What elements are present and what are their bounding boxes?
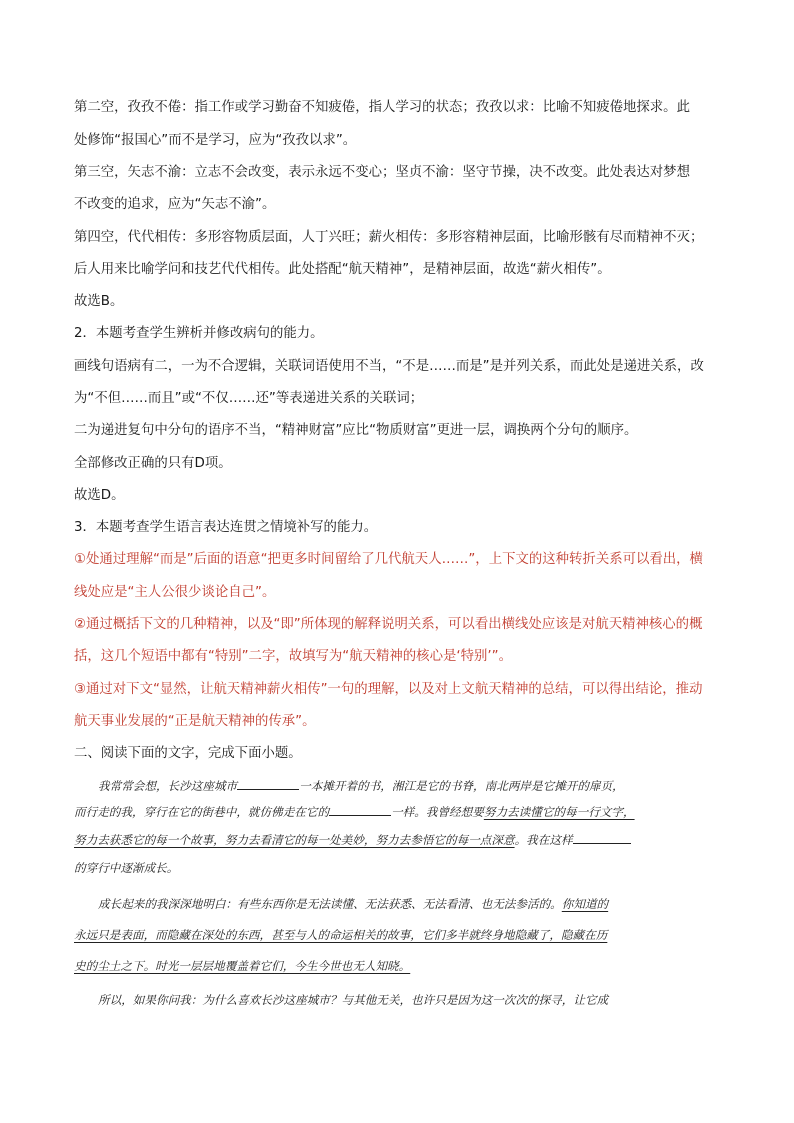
underlined-text: 史的尘土之下。时光一层层地覆盖着它们，今生今世也无人知晓。 <box>74 959 411 973</box>
passage-line: 的穿行中逐渐成长。 <box>74 861 179 875</box>
passage-text: 而行走的我，穿行在它的街巷中，就仿佛走在它的 <box>74 805 330 819</box>
fill-blank <box>573 830 631 844</box>
passage-text: 一本摊开着的书，湘江是它的书脊，南北两岸是它摊开的扉页， <box>299 779 624 793</box>
passage-line <box>74 830 734 850</box>
text-line: 不改变的追求，应为“矢志不渝”。 <box>74 197 276 212</box>
text-line: 二为递进复句中分句的语序不当，“精神财富”应比“物质财富”更进一层，调换两个分句的顺序。 <box>74 423 638 438</box>
text-line: 第四空，代代相传：多形容物质层面，人丁兴旺；薪火相传：多形容精神层面，比喻形骸有尽而精神不灭； <box>74 230 704 245</box>
underlined-text: 努力去获悉它的每一个故事，努力去看清它的每一处美妙，努力去参悟它的每一点深意 <box>74 833 515 847</box>
text-line: 第三空，矢志不渝：立志不会改变，表示永远不变心；坚贞不渝：坚守节操，决不改变。此处表达对梦想 <box>74 165 690 180</box>
passage-text: 一样。我曾经想要 <box>391 805 484 819</box>
text-line: 处修饰“报国心”而不是学习，应为“孜孜以求”。 <box>74 133 357 148</box>
text-line: 故选D。 <box>74 488 125 503</box>
fill-blank <box>329 802 391 816</box>
passage-line <box>74 776 734 796</box>
section-heading: 二、阅读下面的文字，完成下面小题。 <box>74 746 302 761</box>
text-line: 第二空，孜孜不倦：指工作或学习勤奋不知疲倦，指人学习的状态；孜孜以求：比喻不知疲倦地探求。此 <box>74 100 690 115</box>
question-heading: 3．本题考查学生语言表达连贯之情境补写的能力。 <box>74 520 378 535</box>
passage-line: 所以，如果你问我：为什么喜欢长沙这座城市？与其他无关，也许只是因为这一次次的探寻，让它成 <box>98 993 609 1007</box>
passage-text: 。我在这样 <box>514 833 573 847</box>
underlined-text: 你知道的 <box>561 897 609 911</box>
text-line: 为“不但……而且”或“不仅……还”等表递进关系的关联词； <box>74 391 424 406</box>
question-heading: 2．本题考查学生辨析并修改病句的能力。 <box>74 326 324 341</box>
text-line: ①处通过理解“而是”后面的语意“把更多时间留给了几代航天人……”，上下文的这种转折关系可以看出，横 <box>74 552 703 567</box>
passage-line <box>74 956 734 976</box>
passage-line <box>74 802 734 822</box>
text-line: 全部修改正确的只有D项。 <box>74 456 232 471</box>
underlined-text: 努力去读懂它的每一行文字， <box>483 805 635 819</box>
text-line: 航天事业发展的“正是航天精神的传承”。 <box>74 714 316 729</box>
fill-blank <box>237 776 299 790</box>
passage-text: 我常常会想，长沙这座城市 <box>98 779 238 793</box>
text-line: ②通过概括下文的几种精神，以及“即”所体现的解释说明关系，可以看出横线处应该是对航天精神核心的概 <box>74 617 703 632</box>
text-line: 后人用来比喻学问和技艺代代相传。此处搭配“航天精神”，是精神层面，故选“薪火相传”。 <box>74 262 611 277</box>
passage-line <box>74 894 734 914</box>
text-line: 故选B。 <box>74 294 124 309</box>
text-line: 画线句语病有二，一为不合逻辑，关联词语使用不当，“不是……而是”是并列关系，而此处是递进关系，改 <box>74 359 704 374</box>
passage-text: 成长起来的我深深地明白：有些东西你是无法读懂、无法获悉、无法看清、也无法参活的。 <box>98 897 562 911</box>
text-line: 线处应是“主人公很少谈论自己”。 <box>74 585 276 600</box>
passage-line: 永远只是表面，而隐藏在深处的东西，甚至与人的命运相关的故事，它们多半就终身地隐藏了，隐藏在历 <box>74 928 608 942</box>
text-line: ③通过对下文“显然，让航天精神薪火相传”一句的理解，以及对上文航天精神的总结，可以得出结论，推动 <box>74 682 703 697</box>
text-line: 括，这几个短语中都有“特别”二字，故填写为“航天精神的核心是‘特别’”。 <box>74 649 512 664</box>
